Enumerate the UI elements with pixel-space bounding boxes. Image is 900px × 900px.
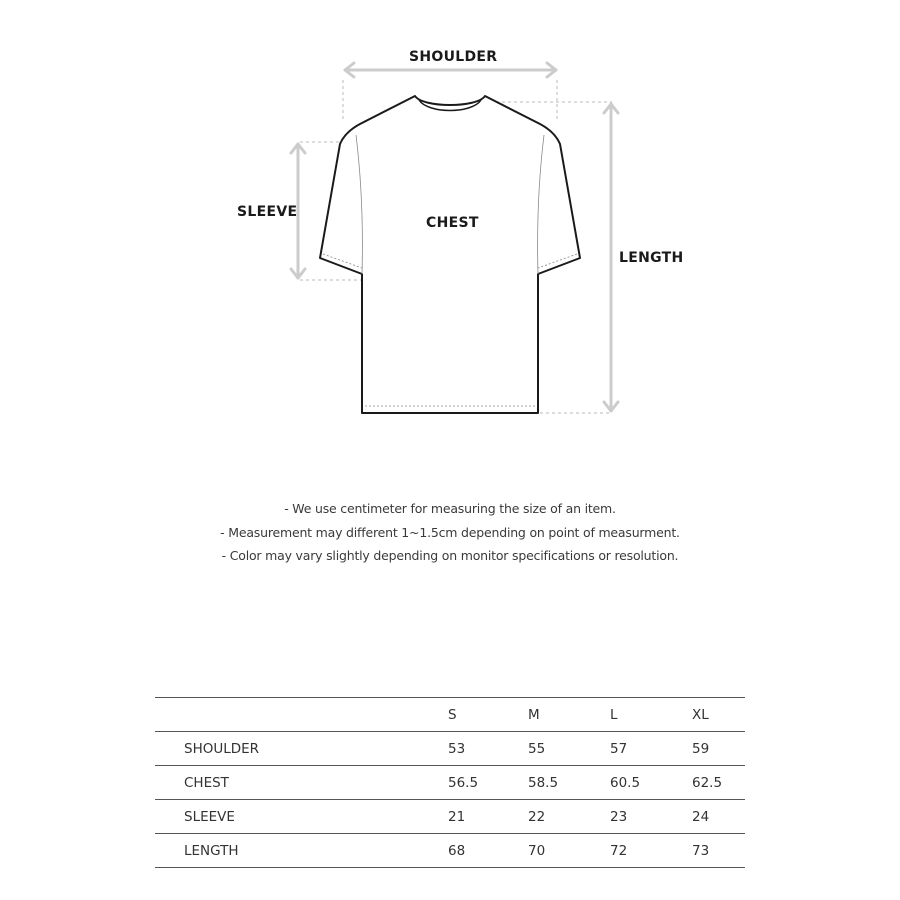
table-row — [155, 834, 745, 868]
row-label: CHEST — [155, 766, 423, 800]
table-row — [155, 766, 745, 800]
cell-value: 60.5 — [583, 766, 663, 800]
header-blank — [155, 698, 423, 732]
cell-value: 73 — [663, 834, 745, 868]
cell-value: 24 — [663, 800, 745, 834]
header-size-s: S — [423, 698, 503, 732]
cell-value: 56.5 — [423, 766, 503, 800]
cell-value: 21 — [423, 800, 503, 834]
cell-value: 55 — [503, 732, 583, 766]
row-label: SLEEVE — [155, 800, 423, 834]
measurement-diagram — [0, 0, 900, 440]
cell-value: 58.5 — [503, 766, 583, 800]
sleeve-label: SLEEVE — [237, 204, 298, 220]
size-table-header — [155, 698, 745, 732]
cell-value: 68 — [423, 834, 503, 868]
cell-value: 72 — [583, 834, 663, 868]
cell-value: 22 — [503, 800, 583, 834]
table-row — [155, 800, 745, 834]
table-row — [155, 732, 745, 766]
row-label: SHOULDER — [155, 732, 423, 766]
note-tolerance: - Measurement may different 1~1.5cm depending on point of measurment. — [220, 524, 680, 540]
header-size-m: M — [503, 698, 583, 732]
length-arrow — [604, 104, 618, 411]
measurement-notes — [0, 497, 900, 568]
row-label: LENGTH — [155, 834, 423, 868]
cell-value: 23 — [583, 800, 663, 834]
header-size-l: L — [583, 698, 663, 732]
cell-value: 70 — [503, 834, 583, 868]
shoulder-label: SHOULDER — [409, 49, 498, 65]
shoulder-arrow — [345, 63, 556, 77]
cell-value: 62.5 — [663, 766, 745, 800]
size-table — [155, 697, 745, 868]
header-size-xl: XL — [663, 698, 745, 732]
chest-label: CHEST — [426, 215, 479, 231]
note-color: - Color may vary slightly depending on monitor specifications or resolution. — [221, 548, 679, 563]
length-label: LENGTH — [619, 250, 684, 266]
cell-value: 53 — [423, 732, 503, 766]
cell-value: 57 — [583, 732, 663, 766]
tshirt-outline — [320, 96, 580, 413]
cell-value: 59 — [663, 732, 745, 766]
note-unit: - We use centimeter for measuring the size of an item. — [284, 501, 616, 516]
